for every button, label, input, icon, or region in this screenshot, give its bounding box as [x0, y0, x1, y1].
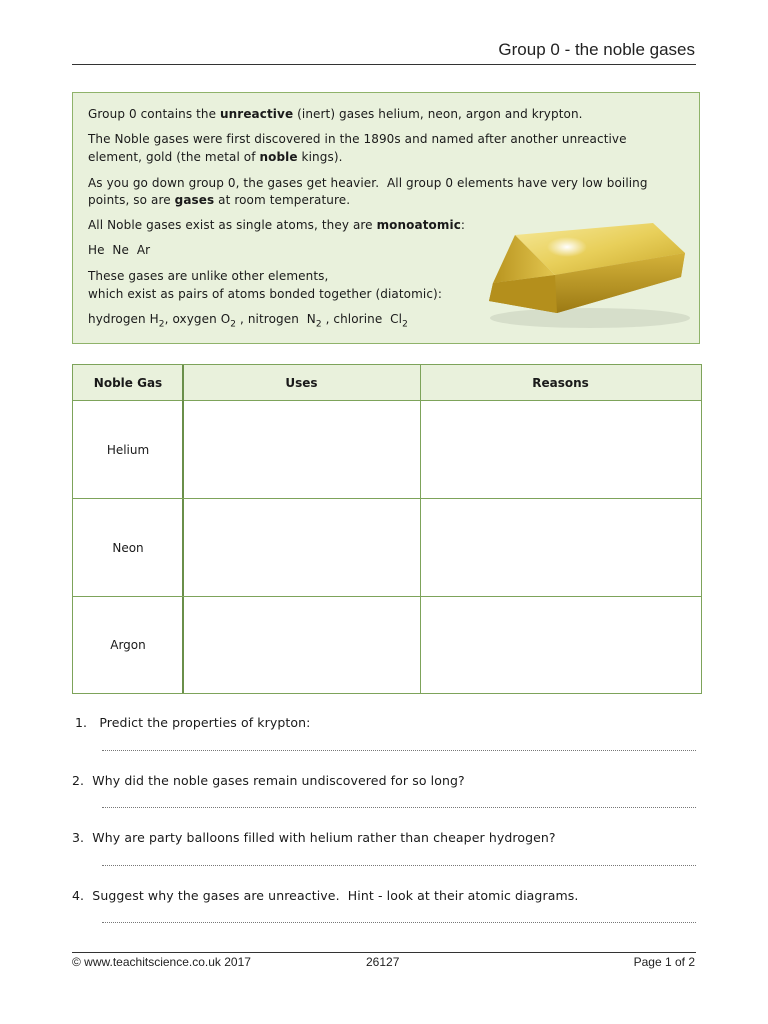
- info-line-7: He Ne Ar: [88, 243, 151, 257]
- row-neon: Neon: [112, 540, 144, 555]
- page-title: Group 0 - the noble gases: [498, 40, 695, 59]
- footer-code: 26127: [366, 955, 400, 969]
- answer-line-2: [102, 807, 696, 808]
- info-line-6: All Noble gases exist as single atoms, they are monoatomic:: [88, 218, 466, 232]
- info-line-4: As you go down group 0, the gases get heavier. All group 0 elements have very low boiling: [88, 176, 648, 190]
- noble-gas-table: [72, 364, 702, 694]
- row-helium: Helium: [106, 442, 150, 457]
- question-4: 4. Suggest why the gases are unreactive. Hint - look at their atomic diagrams.: [72, 888, 579, 903]
- info-line-5: points, so are gases at room temperature.: [88, 193, 351, 207]
- header-reasons: Reasons: [420, 365, 701, 401]
- header-uses: Uses: [183, 365, 420, 401]
- info-line-1: Group 0 contains the unreactive (inert) gases helium, neon, argon and krypton.: [88, 107, 583, 121]
- question-1: 1. Predict the properties of krypton:: [75, 715, 311, 730]
- answer-line-4: [102, 922, 696, 923]
- answer-line-3: [102, 865, 696, 866]
- info-line-9: which exist as pairs of atoms bonded together (diatomic):: [88, 287, 442, 301]
- info-line-3: element, gold (the metal of noble kings).: [88, 150, 343, 164]
- question-3: 3. Why are party balloons filled with helium rather than cheaper hydrogen?: [72, 830, 556, 845]
- column-divider: [420, 365, 421, 693]
- formula-line: hydrogen $H_2$, oxygen $O_2$ , nitrogen $N_2$ , chlorine $Cl_2$: [88, 312, 408, 330]
- footer-copyright: © www.teachitscience.co.uk 2017: [72, 955, 251, 969]
- header-noble-gas: Noble Gas: [73, 365, 183, 401]
- header-divider: [72, 64, 696, 65]
- row-argon: Argon: [110, 638, 146, 652]
- info-box: [72, 92, 700, 344]
- info-line-8: These gases are unlike other elements,: [88, 269, 329, 283]
- question-2: 2. Why did the noble gases remain undiscovered for so long?: [72, 773, 465, 788]
- info-line-2: The Noble gases were first discovered in the 1890s and named after another unreactive: [88, 132, 627, 146]
- footer-divider: [72, 952, 696, 953]
- gold-bar-icon: [485, 213, 695, 333]
- answer-line-1: [102, 750, 696, 751]
- footer-page-number: Page 1 of 2: [633, 955, 695, 969]
